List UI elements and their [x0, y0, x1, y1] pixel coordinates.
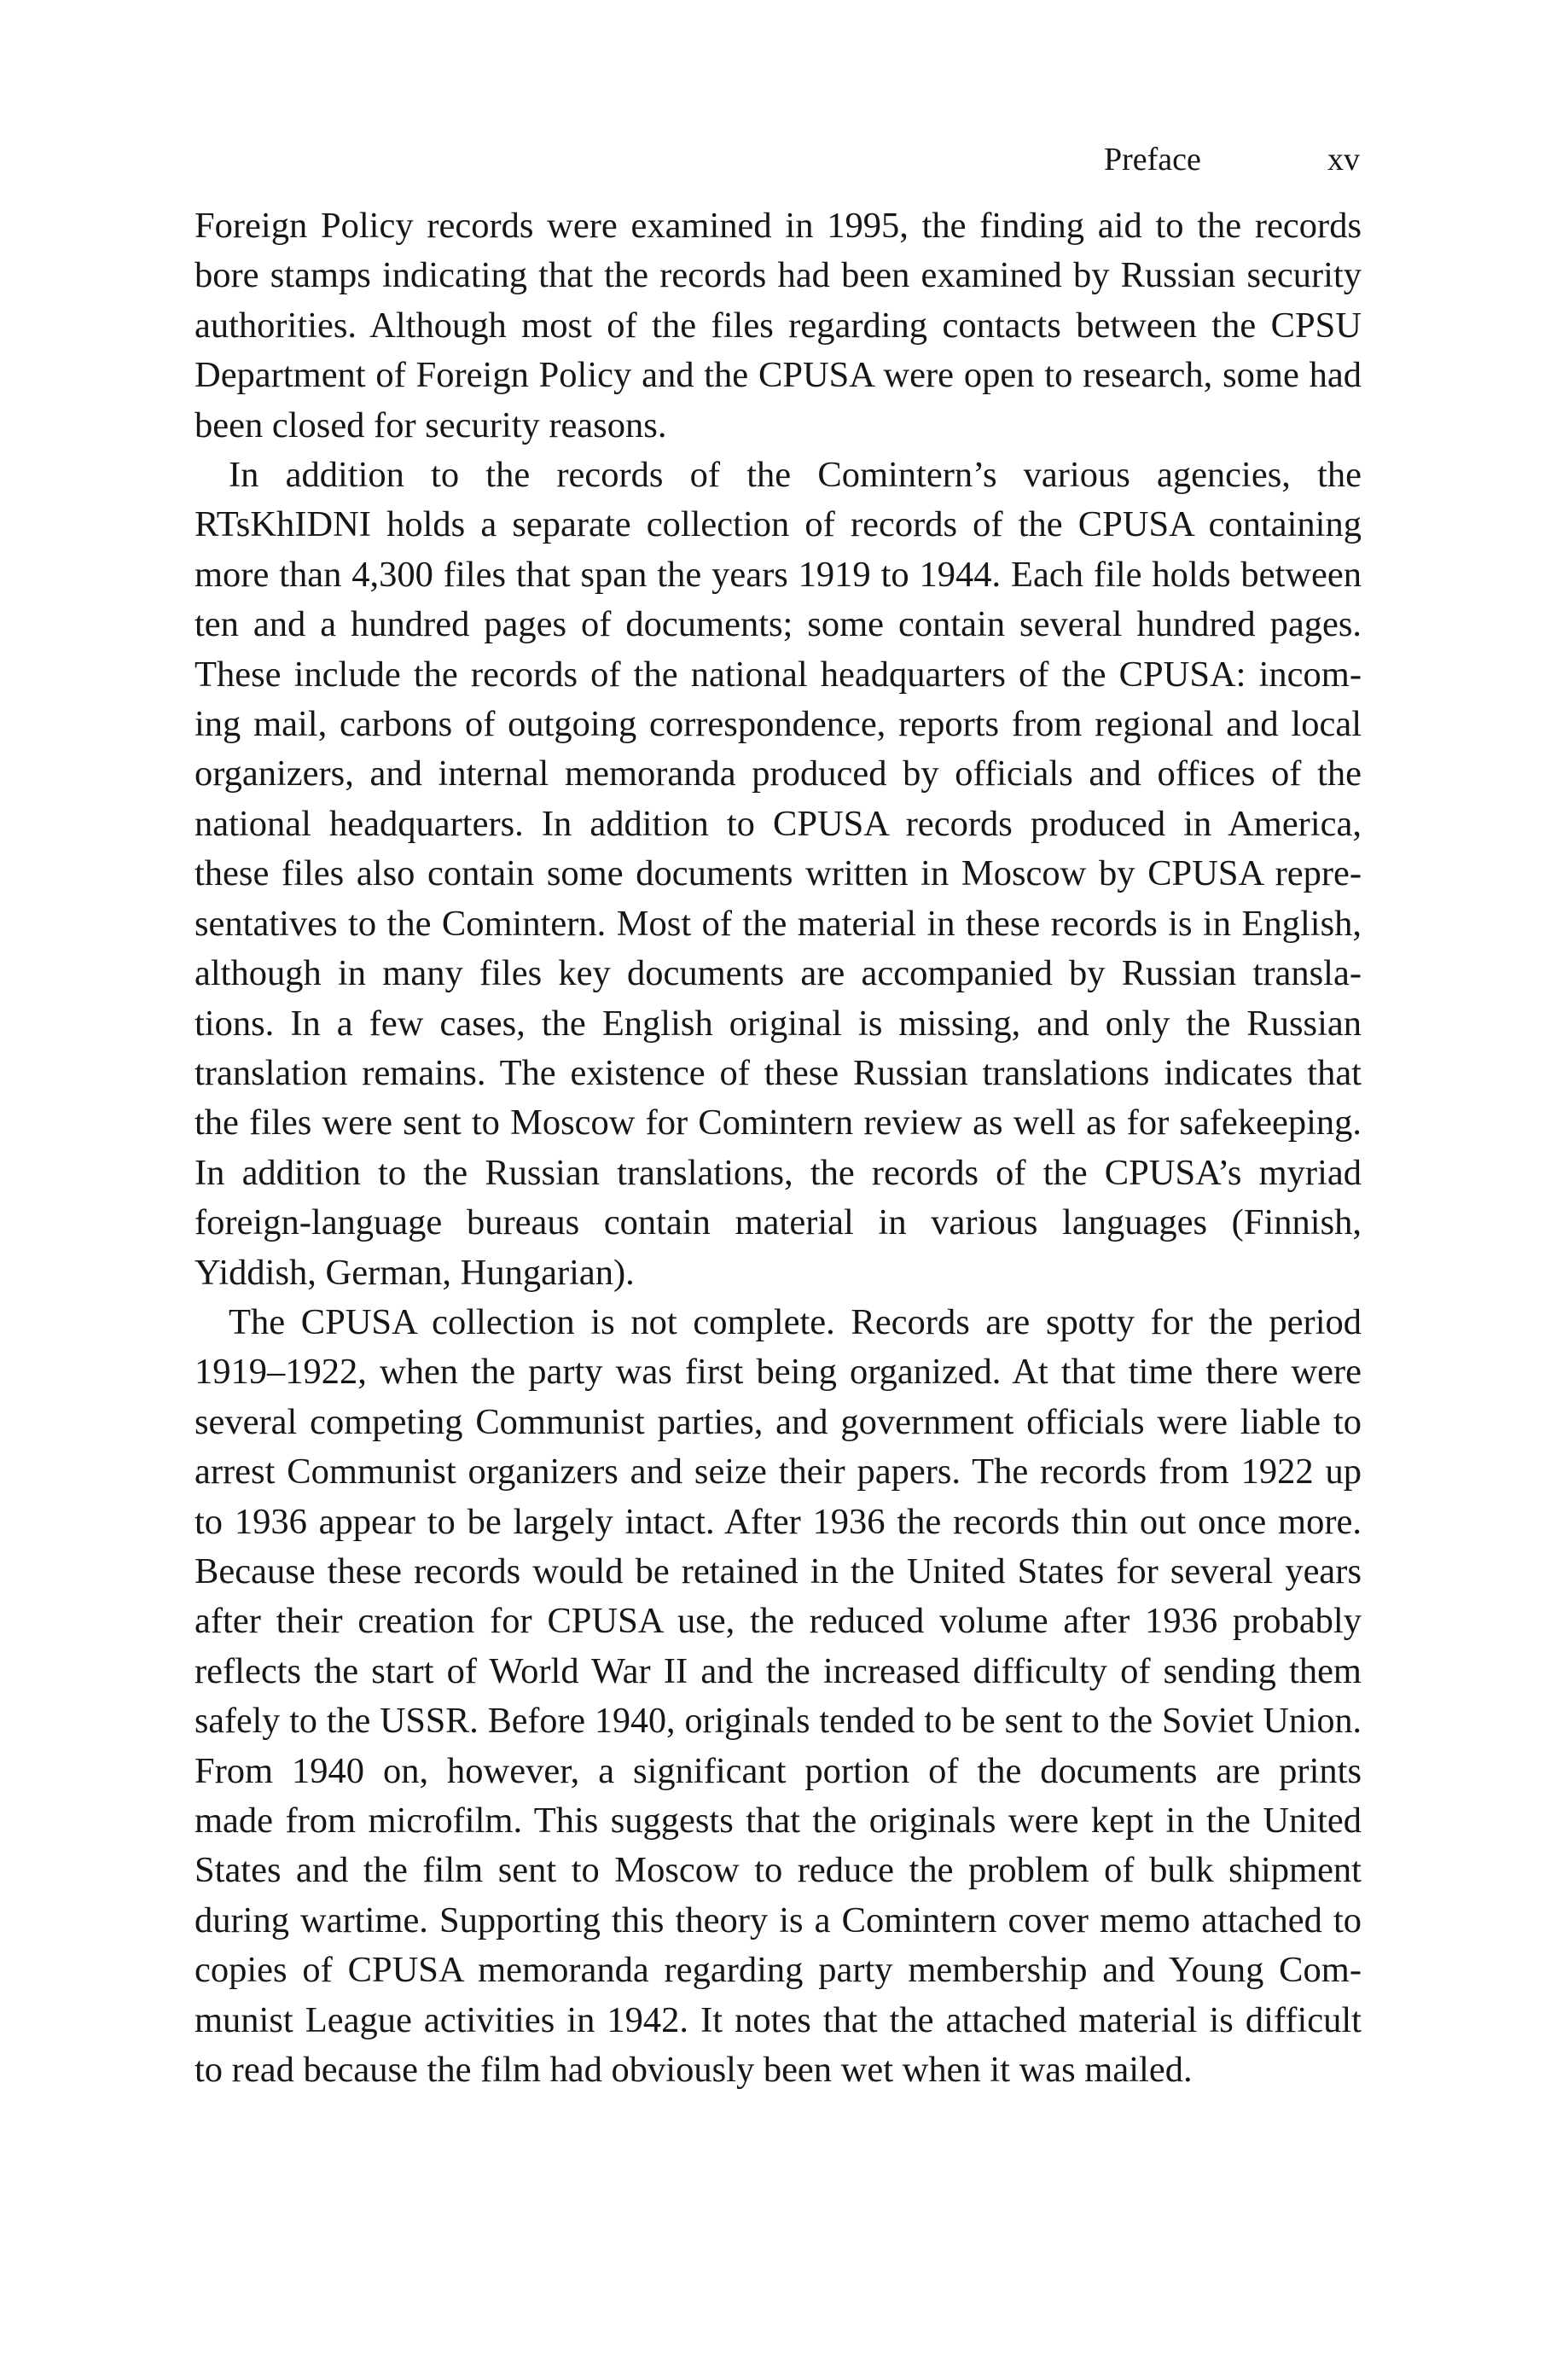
text-line: Department of Foreign Policy and the CPUSA were open to research, some had: [195, 355, 1362, 396]
text-line: although in many files key documents are accompanied by Russian transla-: [195, 953, 1362, 994]
text-line: several competing Communist parties, and government officials were liable to: [195, 1401, 1362, 1442]
text-line: more than 4,300 files that span the years 1919 to 1944. Each file holds between: [195, 554, 1362, 595]
text-line: made from microfilm. This suggests that the originals were kept in the United: [195, 1801, 1362, 1841]
text-line: reflects the start of World War II and the increased difficulty of sending them: [195, 1650, 1362, 1691]
text-line: national headquarters. In addition to CPUSA records produced in America,: [195, 803, 1362, 844]
text-line: ten and a hundred pages of documents; some contain several hundred pages.: [195, 604, 1362, 645]
text-line: ing mail, carbons of outgoing correspondence, reports from regional and local: [195, 704, 1362, 745]
text-line: Foreign Policy records were examined in 1995, the finding aid to the records: [195, 206, 1362, 246]
text-line: to 1936 appear to be largely intact. After 1936 the records thin out once more.: [195, 1501, 1362, 1542]
text-line: been closed for security reasons.: [195, 404, 667, 445]
text-line: translation remains. The existence of these Russian translations indicates that: [195, 1052, 1362, 1093]
running-head: [1092, 138, 1373, 181]
text-line: organizers, and internal memoranda produced by officials and offices of the: [195, 753, 1362, 794]
text-line: States and the film sent to Moscow to reduce the problem of bulk shipment: [195, 1850, 1362, 1891]
text-line: foreign-language bureaus contain material in various languages (Finnish,: [195, 1202, 1362, 1243]
body-text: [195, 201, 1362, 2095]
text-line: Because these records would be retained in the United States for several years: [195, 1551, 1362, 1591]
paragraph: [195, 201, 1362, 451]
text-line: In addition to the Russian translations, the records of the CPUSA’s myriad: [195, 1152, 1362, 1193]
running-head-title: Preface: [1104, 142, 1201, 177]
text-line: bore stamps indicating that the records had been examined by Russian security: [195, 255, 1362, 296]
text-line: safely to the USSR. Before 1940, originals tended to be sent to the Soviet Union.: [195, 1702, 1362, 1742]
text-line: sentatives to the Comintern. Most of the material in these records is in English,: [195, 903, 1362, 944]
text-line: From 1940 on, however, a significant portion of the documents are prints: [195, 1750, 1362, 1791]
text-line: authorities. Although most of the files regarding contacts between the CPSU: [195, 305, 1362, 346]
text-line: after their creation for CPUSA use, the reduced volume after 1936 probably: [195, 1601, 1362, 1642]
text-line: tions. In a few cases, the English original is missing, and only the Russian: [195, 1003, 1362, 1044]
text-line: In addition to the records of the Comintern’s various agencies, the: [229, 455, 1362, 496]
text-line: arrest Communist organizers and seize their papers. The records from 1922 up: [195, 1452, 1362, 1492]
paragraph: [195, 451, 1362, 1298]
page-number: xv: [1327, 142, 1360, 177]
text-line: The CPUSA collection is not complete. Records are spotty for the period: [229, 1301, 1362, 1342]
text-line: to read because the film had obviously been wet when it was mailed.: [195, 2050, 1193, 2091]
paragraph: [195, 1298, 1362, 2096]
text-line: These include the records of the national headquarters of the CPUSA: incom-: [195, 654, 1362, 695]
text-line: copies of CPUSA memoranda regarding party membership and Young Com-: [195, 1950, 1362, 1991]
text-line: RTsKhIDNI holds a separate collection of records of the CPUSA containing: [195, 504, 1362, 545]
text-line: during wartime. Supporting this theory is a Comintern cover memo attached to: [195, 1900, 1362, 1940]
text-line: Yiddish, German, Hungarian).: [195, 1252, 635, 1293]
text-line: munist League activities in 1942. It notes that the attached material is difficult: [195, 1999, 1362, 2040]
text-line: the files were sent to Moscow for Comintern review as well as for safekeeping.: [195, 1103, 1362, 1143]
text-line: these files also contain some documents written in Moscow by CPUSA repre-: [195, 853, 1362, 894]
text-line: 1919–1922, when the party was first being organized. At that time there were: [195, 1352, 1362, 1393]
